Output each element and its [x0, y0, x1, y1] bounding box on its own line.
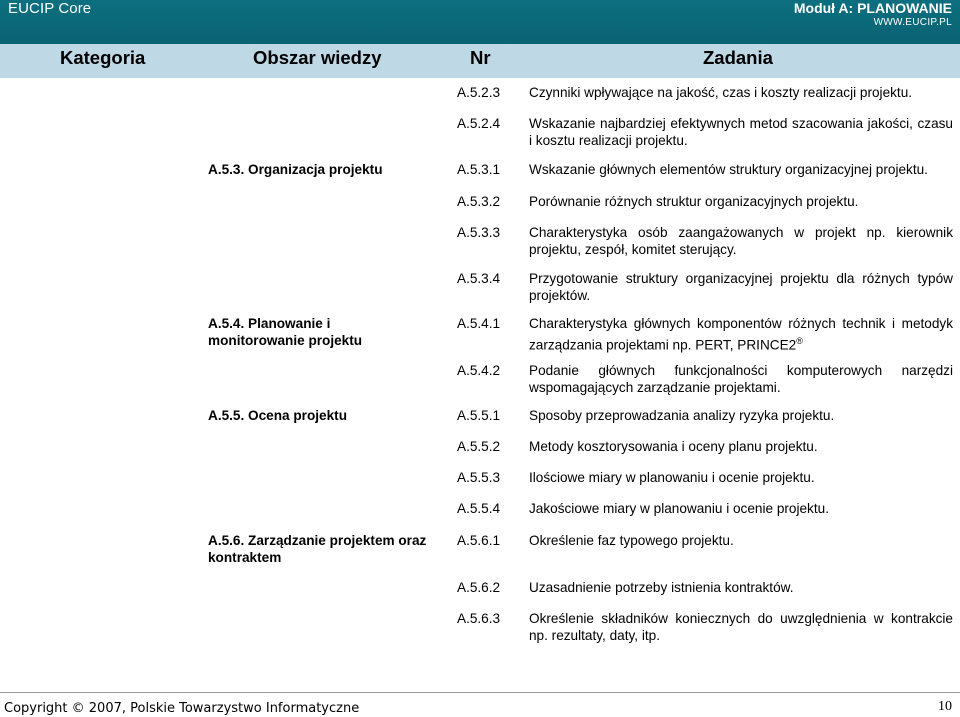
row-category: A.5.5. Ocena projektu [208, 408, 348, 423]
row-number: A.5.3.2 [457, 194, 501, 209]
header-url: WWW.EUCIP.PL [873, 17, 952, 28]
row-task: Ilościowe miary w planowaniu i ocenie projektu. [529, 470, 815, 485]
column-header-obszar: Obszar wiedzy [253, 47, 382, 68]
row-task: Czynniki wpływające na jakość, czas i koszty realizacji projektu. [529, 85, 913, 100]
row-number: A.5.4.1 [457, 316, 501, 331]
row-number: A.5.6.2 [457, 580, 501, 595]
column-header-nr: Nr [470, 47, 491, 68]
row-task: Przygotowanie struktury organizacyjnej projektu dla różnych typów projektów. [529, 271, 953, 303]
row-category: A.5.3. Organizacja projektu [208, 162, 383, 177]
row-task: Jakościowe miary w planowaniu i ocenie projektu. [529, 501, 829, 516]
row-task: Wskazanie głównych elementów struktury organizacyjnej projektu. [529, 162, 928, 177]
row-task: Porównanie różnych struktur organizacyjnych projektu. [529, 194, 859, 209]
header-left-title: EUCIP Core [8, 0, 92, 17]
copyright-text: Copyright © 2007, Polskie Towarzystwo Informatyczne [4, 701, 360, 716]
column-header-zadania: Zadania [703, 47, 773, 68]
row-number: A.5.3.3 [457, 225, 501, 240]
header-module-title: Moduł A: PLANOWANIE [793, 0, 952, 16]
row-number: A.5.3.1 [457, 162, 501, 177]
row-task: Sposoby przeprowadzania analizy ryzyka projektu. [529, 408, 835, 423]
registered-mark: ® [796, 335, 803, 346]
row-task: Określenie składników koniecznych do uwzględnienia w kontrakcie np. rezultaty, daty, itp. [529, 611, 953, 643]
page-footer [0, 692, 960, 717]
row-category: A.5.6. Zarządzanie projektem oraz kontraktem [208, 533, 427, 565]
row-task [529, 316, 953, 354]
row-number: A.5.6.3 [457, 611, 501, 626]
page-number: 10 [938, 699, 952, 714]
row-number: A.5.5.4 [457, 501, 501, 516]
row-category: A.5.4. Planowanie i monitorowanie projektu [208, 316, 363, 348]
row-task-text: Charakterystyka głównych komponentów różnych technik i metodyk zarządzania projektami np. PERT, PRINCE2 [529, 316, 953, 353]
column-header-kategoria: Kategoria [60, 47, 146, 68]
row-number: A.5.5.3 [457, 470, 501, 485]
row-task: Uzasadnienie potrzeby istnienia kontraktów. [529, 580, 794, 595]
row-task: Metody kosztorysowania i oceny planu projektu. [529, 439, 818, 454]
row-task: Charakterystyka osób zaangażowanych w projekt np. kierownik projektu, zespół, komitet sterujący. [529, 225, 953, 257]
row-task: Wskazanie najbardziej efektywnych metod szacowania jakości, czasu i kosztu realizacji projektu. [529, 116, 953, 148]
row-number: A.5.3.4 [457, 271, 501, 286]
row-number: A.5.5.2 [457, 439, 501, 454]
row-number: A.5.2.3 [457, 85, 501, 100]
row-task: Określenie faz typowego projektu. [529, 533, 734, 548]
row-number: A.5.5.1 [457, 408, 501, 423]
row-task: Podanie głównych funkcjonalności komputerowych narzędzi wspomagających zarządzanie projektami. [529, 363, 953, 395]
table-header [0, 44, 960, 78]
row-number: A.5.2.4 [457, 116, 501, 131]
row-number: A.5.6.1 [457, 533, 501, 548]
page-header-bar [0, 0, 960, 44]
row-number: A.5.4.2 [457, 363, 501, 378]
